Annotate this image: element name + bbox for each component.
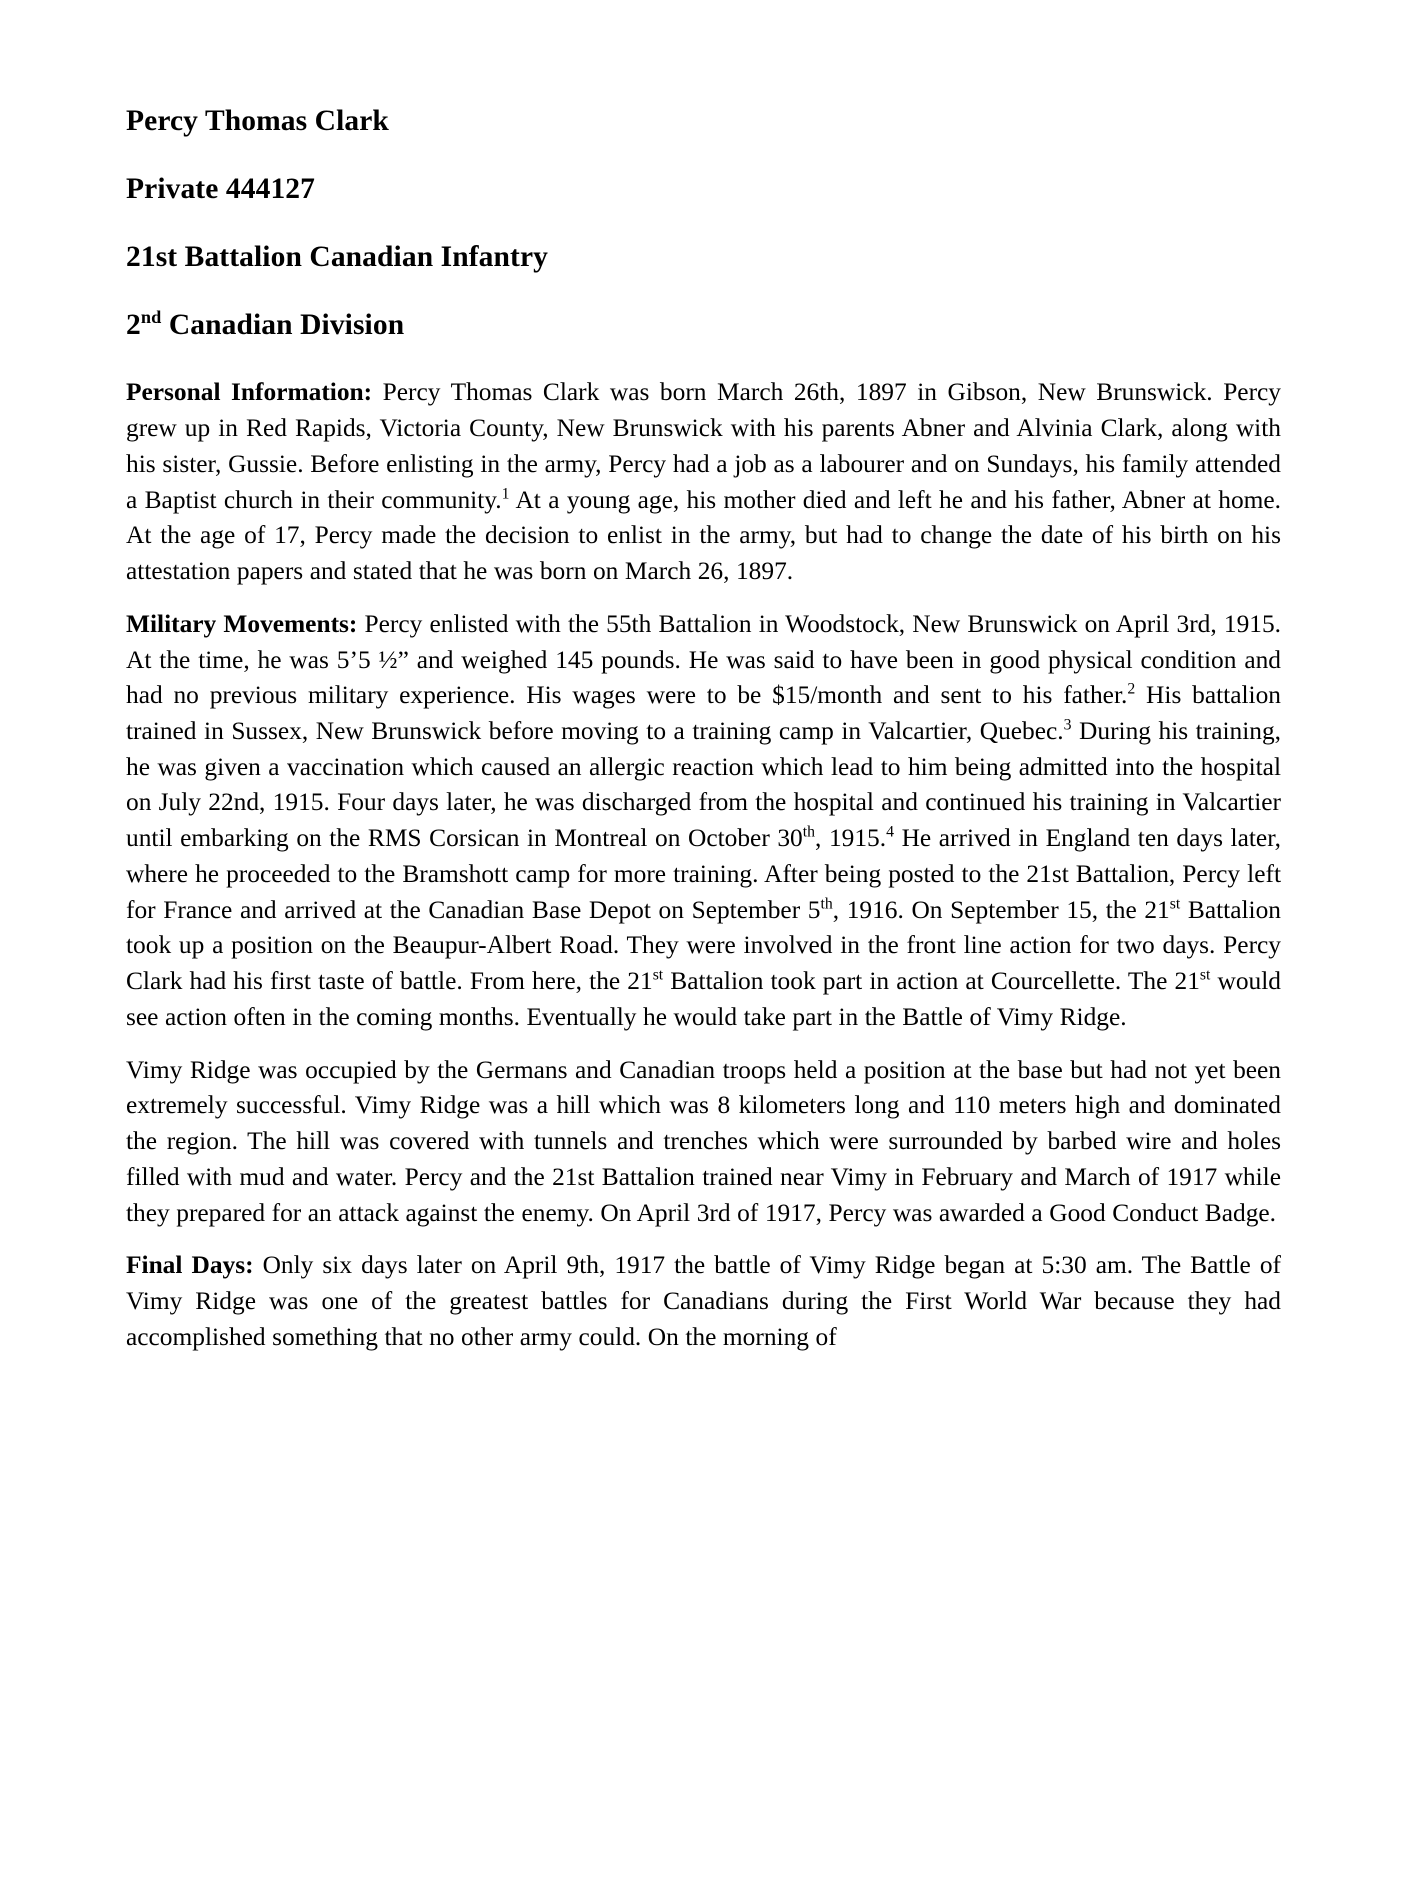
- paragraph-text: , 1915.: [815, 824, 887, 853]
- footnote-reference-2[interactable]: 2: [1127, 680, 1136, 698]
- heading-battalion: [126, 240, 1281, 274]
- page-title-name: [126, 104, 1281, 138]
- paragraph-text: At a young age, his mother died and left he and his father, Abner at home. At the age of 17, Percy made the decision to enlist in the army, but had to change the date of his birth on his attestation papers and stated that he was born on March 26, 1897.: [126, 485, 1282, 586]
- heading-division: [126, 308, 1281, 342]
- paragraph-text: , 1916. On September 15, the 21: [832, 895, 1170, 924]
- page-title-name-text: Percy Thomas Clark: [126, 105, 389, 137]
- paragraph-label-final-days: Final Days:: [126, 1251, 254, 1280]
- heading-rank-service-number-text: Private 444127: [126, 173, 316, 206]
- heading-division-text: Canadian Division: [161, 308, 405, 341]
- ordinal-suffix: st: [652, 966, 664, 984]
- ordinal-suffix: th: [820, 895, 833, 913]
- ordinal-suffix: st: [1169, 895, 1181, 913]
- paragraph-text: His battalion trained in Sussex, New Brunswick before moving to a training camp in Valcartier, Quebec.: [126, 681, 1281, 745]
- paragraph-text: Vimy Ridge was occupied by the Germans and Canadian troops held a position at the base but had not yet been extremely successful. Vimy Ridge was a hill which was 8 kilometers long and 110 meters high and dominated the region. The hill was covered with tunnels and trenches which were surrounded by barbed wire and holes filled with mud and water. Percy and the 21st Battalion trained near Vimy in February and March of 1917 while they prepared for an attack against the enemy. On April 3rd of 1917, Percy was awarded a Good Conduct Badge.: [126, 1055, 1281, 1227]
- heading-division-ordinal: nd: [140, 306, 162, 327]
- paragraph-personal-information: [126, 375, 1281, 589]
- paragraph-label-military-movements: Military Movements:: [126, 609, 358, 638]
- paragraph-text: Battalion took up a position on the Beaupur-Albert Road. They were involved in the front line action for two days. Percy Clark had his first taste of battle. From here, the 21: [126, 895, 1281, 996]
- paragraph-text: would see action often in the coming months. Eventually he would take part in the Battle of Vimy Ridge.: [126, 967, 1281, 1031]
- paragraph-text: Percy Thomas Clark was born March 26th, 1897 in Gibson, New Brunswick. Percy grew up in Red Rapids, Victoria County, New Brunswick with his parents Abner and Alvinia Clark, along with his sister, Gussie. Before enlisting in the army, Percy had a job as a labourer and on Sundays, his family attended a Baptist church in their community.: [126, 378, 1282, 514]
- heading-battalion-text: 21st Battalion Canadian Infantry: [126, 240, 549, 273]
- heading-rank-service-number: [126, 172, 1281, 206]
- paragraph-label-personal-information: Personal Information:: [126, 378, 373, 407]
- ordinal-suffix: th: [802, 823, 816, 841]
- paragraph-text: Only six days later on April 9th, 1917 the battle of Vimy Ridge began at 5:30 am. The Battle of Vimy Ridge was one of the greatest battles for Canadians during the First World War because they had accomplished something that no other army could. On the morning of: [126, 1251, 1281, 1351]
- heading-division-number: 2: [126, 308, 141, 341]
- footnote-reference-1[interactable]: 1: [501, 485, 510, 503]
- paragraph-text: During his training, he was given a vaccination which caused an allergic reaction which lead to him being admitted into the hospital on July 22nd, 1915. Four days later, he was discharged from the hospital and continued his training in Valcartier until embarking on the RMS Corsican in Montreal on October 30: [126, 716, 1282, 853]
- footnote-reference-4[interactable]: 4: [886, 823, 894, 841]
- paragraph-text: Battalion took part in action at Courcellette. The 21: [663, 967, 1200, 996]
- paragraph-vimy-ridge-background: [126, 1053, 1281, 1232]
- paragraph-text: He arrived in England ten days later, where he proceeded to the Bramshott camp for more training. After being posted to the 21st Battalion, Percy left for France and arrived at the Canadian Base Depot on September 5: [126, 824, 1281, 924]
- paragraph-text: Percy enlisted with the 55th Battalion in Woodstock, New Brunswick on April 3rd, 1915. At the time, he was 5’5 ½” and weighed 145 pounds. He was said to have been in good physical condition and had no previous military experience. His wages were to be $15/month and sent to his father.: [126, 609, 1282, 710]
- paragraph-final-days: [126, 1248, 1281, 1355]
- document-body: [126, 375, 1281, 1355]
- ordinal-suffix: st: [1199, 966, 1211, 984]
- footnote-reference-3[interactable]: 3: [1063, 716, 1072, 734]
- paragraph-military-movements: [126, 607, 1281, 1036]
